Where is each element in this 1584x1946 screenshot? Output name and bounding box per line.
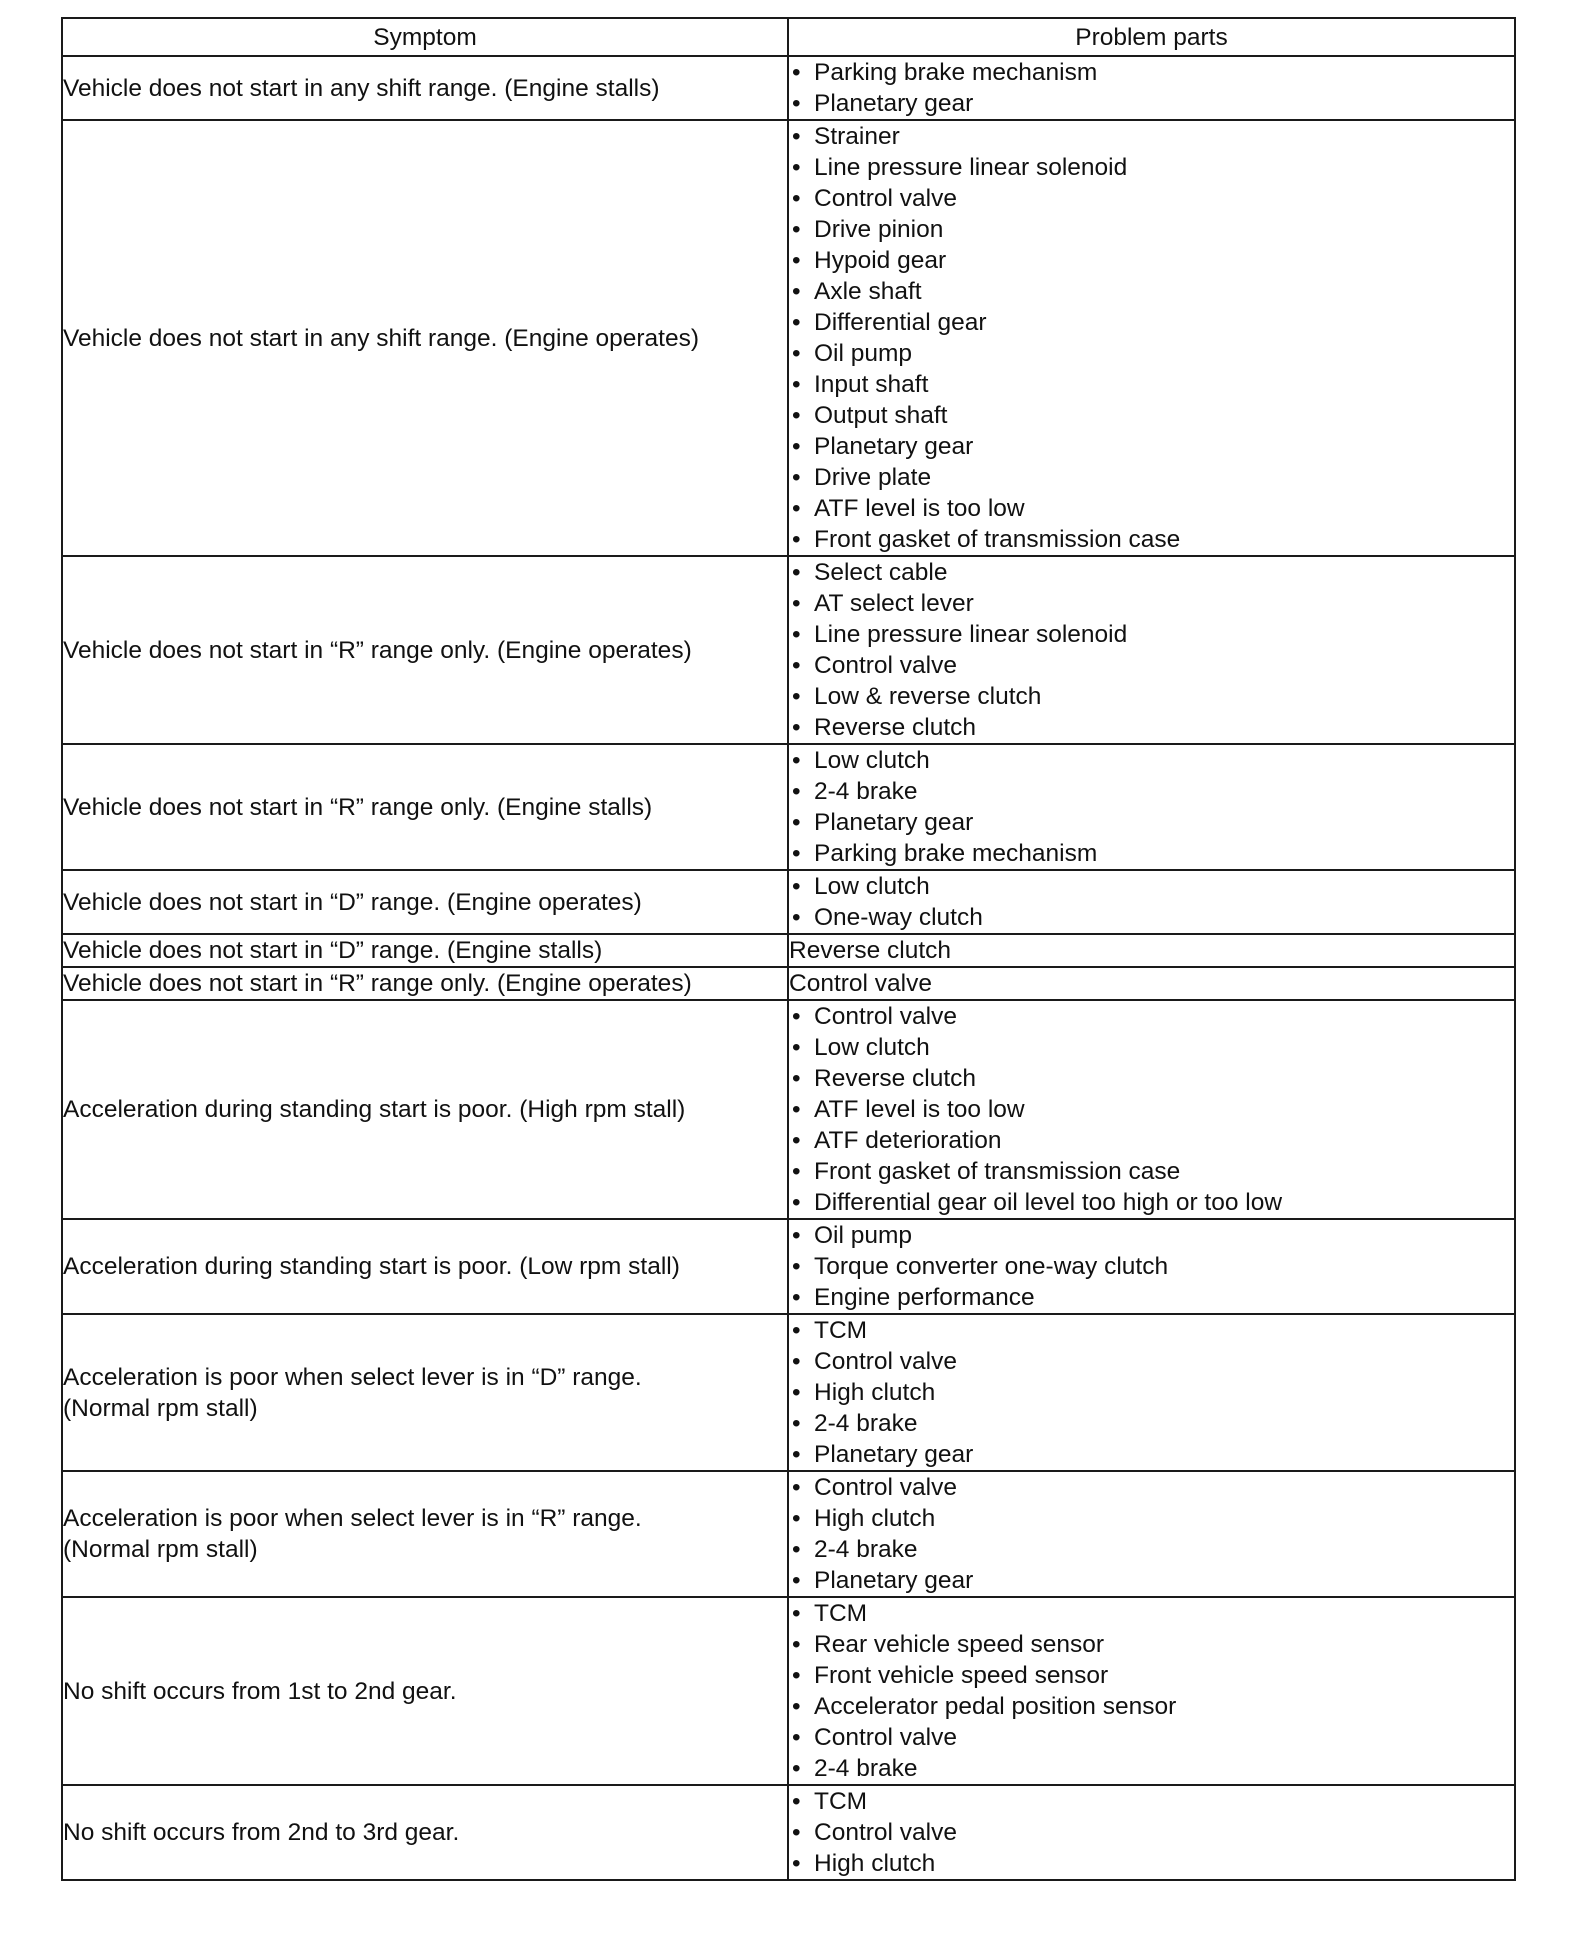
- list-item: [789, 1377, 1514, 1408]
- problem-parts-list: [789, 121, 1514, 555]
- problem-part-text: Axle shaft: [814, 278, 922, 305]
- problem-parts-cell: [788, 1000, 1515, 1219]
- list-item: [789, 1848, 1514, 1879]
- bullet-icon: •: [792, 1474, 801, 1501]
- problem-part-text: Control valve: [814, 1474, 957, 1501]
- problem-part-text: ATF level is too low: [814, 1096, 1025, 1123]
- list-item: [789, 307, 1514, 338]
- bullet-icon: •: [792, 559, 801, 586]
- table-row: [62, 967, 1515, 1000]
- bullet-icon: •: [792, 59, 801, 86]
- list-item: [789, 369, 1514, 400]
- problem-part-text: Low clutch: [814, 1034, 930, 1061]
- list-item: [789, 1001, 1514, 1032]
- bullet-icon: •: [792, 1065, 801, 1092]
- list-item: [789, 493, 1514, 524]
- list-item: [789, 1094, 1514, 1125]
- bullet-icon: •: [792, 402, 801, 429]
- bullet-icon: •: [792, 247, 801, 274]
- symptom-text: Acceleration is poor when select lever is in “R” range.: [63, 1505, 642, 1532]
- bullet-icon: •: [792, 185, 801, 212]
- problem-parts-list: [789, 1472, 1514, 1596]
- problem-part-text: Oil pump: [814, 1222, 913, 1249]
- problem-part-text: Planetary gear: [814, 1441, 974, 1468]
- problem-part-text: Control valve: [814, 652, 957, 679]
- bullet-icon: •: [792, 216, 801, 243]
- bullet-icon: •: [792, 1819, 801, 1846]
- symptom-cell: [62, 1471, 788, 1597]
- problem-part-text: Planetary gear: [814, 1567, 974, 1594]
- problem-parts-cell: [788, 1471, 1515, 1597]
- symptom-cell: [62, 934, 788, 967]
- symptom-cell: [62, 1219, 788, 1314]
- symptom-cell: [62, 1000, 788, 1219]
- table-row: [62, 56, 1515, 120]
- problem-part-text: Low clutch: [814, 873, 930, 900]
- problem-part-text: TCM: [814, 1600, 868, 1627]
- list-item: [789, 1439, 1514, 1470]
- list-item: [789, 681, 1514, 712]
- symptom-cell: [62, 744, 788, 870]
- bullet-icon: •: [792, 278, 801, 305]
- bullet-icon: •: [792, 340, 801, 367]
- problem-part-text: Planetary gear: [814, 809, 974, 836]
- symptom-text: Vehicle does not start in “D” range. (Engine stalls): [63, 937, 603, 964]
- problem-parts-cell: [788, 1219, 1515, 1314]
- bullet-icon: •: [792, 526, 801, 553]
- problem-part-text: Accelerator pedal position sensor: [814, 1693, 1177, 1720]
- list-item: [789, 1722, 1514, 1753]
- symptom-cell: [62, 870, 788, 934]
- symptom-text: Vehicle does not start in “R” range only. (Engine operates): [63, 970, 692, 997]
- list-item: [789, 276, 1514, 307]
- symptom-cell: [62, 1785, 788, 1880]
- list-item: [789, 1251, 1514, 1282]
- symptom-cell: [62, 56, 788, 120]
- problem-part-text: TCM: [814, 1788, 868, 1815]
- bullet-icon: •: [792, 873, 801, 900]
- problem-part-text: Reverse clutch: [789, 937, 952, 964]
- problem-part-text: Input shaft: [814, 371, 929, 398]
- symptom-text: Acceleration during standing start is poor. (High rpm stall): [63, 1096, 686, 1123]
- bullet-icon: •: [792, 495, 801, 522]
- symptom-text: Vehicle does not start in “D” range. (Engine operates): [63, 888, 642, 916]
- problem-part-text: ATF level is too low: [814, 495, 1025, 522]
- bullet-icon: •: [792, 840, 801, 867]
- table-row: [62, 934, 1515, 967]
- problem-parts-list: [789, 1786, 1514, 1879]
- bullet-icon: •: [792, 1189, 801, 1216]
- problem-parts-cell: [788, 967, 1515, 1000]
- bullet-icon: •: [792, 1850, 801, 1877]
- problem-part-text: 2-4 brake: [814, 1755, 918, 1782]
- problem-part-text: Reverse clutch: [814, 1065, 977, 1092]
- list-item: [789, 88, 1514, 119]
- symptom-text: Acceleration is poor when select lever is in “D” range.: [63, 1363, 642, 1391]
- problem-part-text: Parking brake mechanism: [814, 840, 1098, 867]
- bullet-icon: •: [792, 1284, 801, 1311]
- bullet-icon: •: [792, 1693, 801, 1720]
- list-item: [789, 1565, 1514, 1596]
- bullet-icon: •: [792, 652, 801, 679]
- list-item: [789, 1629, 1514, 1660]
- bullet-icon: •: [792, 1600, 801, 1627]
- list-item: [789, 1315, 1514, 1346]
- list-item: [789, 807, 1514, 838]
- list-item: [789, 183, 1514, 214]
- problem-parts-cell: [788, 556, 1515, 744]
- bullet-icon: •: [792, 1724, 801, 1751]
- bullet-icon: •: [792, 464, 801, 491]
- table-row: [62, 120, 1515, 556]
- problem-parts-cell: [788, 56, 1515, 120]
- bullet-icon: •: [792, 1755, 801, 1782]
- list-item: [789, 57, 1514, 88]
- table-row: [62, 744, 1515, 870]
- list-item: [789, 650, 1514, 681]
- problem-parts-list: [789, 1315, 1514, 1470]
- bullet-icon: •: [792, 123, 801, 150]
- problem-part-text: High clutch: [814, 1850, 936, 1877]
- problem-part-text: Low & reverse clutch: [814, 683, 1042, 710]
- problem-part-text: ATF deterioration: [814, 1127, 1002, 1154]
- symptom-text: Acceleration during standing start is poor. (Low rpm stall): [63, 1253, 680, 1280]
- bullet-icon: •: [792, 1536, 801, 1563]
- problem-part-text: Engine performance: [814, 1284, 1035, 1311]
- table-body: [62, 56, 1515, 1880]
- problem-parts-cell: [788, 1314, 1515, 1471]
- problem-part-text: Front vehicle speed sensor: [814, 1662, 1109, 1689]
- bullet-icon: •: [792, 747, 801, 774]
- symptom-text: Vehicle does not start in any shift range. (Engine stalls): [63, 74, 660, 102]
- problem-part-text: Planetary gear: [814, 90, 974, 117]
- problem-part-text: Low clutch: [814, 747, 930, 774]
- problem-parts-list: [789, 57, 1514, 119]
- bullet-icon: •: [792, 1505, 801, 1532]
- bullet-icon: •: [792, 1662, 801, 1689]
- problem-part-text: Control valve: [814, 185, 957, 212]
- list-item: [789, 1408, 1514, 1439]
- list-item: [789, 588, 1514, 619]
- bullet-icon: •: [792, 154, 801, 181]
- problem-part-text: Drive pinion: [814, 216, 944, 243]
- symptom-text: No shift occurs from 2nd to 3rd gear.: [63, 1819, 460, 1846]
- bullet-icon: •: [792, 621, 801, 648]
- bullet-icon: •: [792, 809, 801, 836]
- problem-part-text: Line pressure linear solenoid: [814, 621, 1128, 648]
- bullet-icon: •: [792, 1158, 801, 1185]
- problem-part-text: High clutch: [814, 1505, 936, 1532]
- list-item: [789, 338, 1514, 369]
- bullet-icon: •: [792, 683, 801, 710]
- bullet-icon: •: [792, 1003, 801, 1030]
- list-item: [789, 524, 1514, 555]
- bullet-icon: •: [792, 1317, 801, 1344]
- symptom-cell: [62, 1314, 788, 1471]
- bullet-icon: •: [792, 433, 801, 460]
- problem-part-text: Oil pump: [814, 340, 913, 367]
- list-item: [789, 1817, 1514, 1848]
- list-item: [789, 1598, 1514, 1629]
- symptom-text: Vehicle does not start in “R” range only. (Engine operates): [63, 636, 692, 664]
- problem-part-text: Output shaft: [814, 402, 948, 429]
- list-item: [789, 619, 1514, 650]
- problem-part-text: One-way clutch: [814, 904, 983, 931]
- list-item: [789, 1032, 1514, 1063]
- bullet-icon: •: [792, 1410, 801, 1437]
- table-row: [62, 1219, 1515, 1314]
- problem-parts-list: [789, 745, 1514, 869]
- bullet-icon: •: [792, 1348, 801, 1375]
- bullet-icon: •: [792, 590, 801, 617]
- problem-part-text: Differential gear oil level too high or too low: [814, 1189, 1283, 1216]
- bullet-icon: •: [792, 904, 801, 931]
- problem-part-text: Differential gear: [814, 309, 987, 336]
- symptom-cell: [62, 967, 788, 1000]
- list-item: [789, 1125, 1514, 1156]
- table-row: [62, 1471, 1515, 1597]
- bullet-icon: •: [792, 1631, 801, 1658]
- problem-parts-list: [789, 557, 1514, 743]
- list-item: [789, 1472, 1514, 1503]
- problem-part-text: Control valve: [814, 1724, 957, 1751]
- bullet-icon: •: [792, 714, 801, 741]
- symptom-text: (Normal rpm stall): [63, 1394, 258, 1422]
- problem-part-text: Planetary gear: [814, 433, 974, 460]
- table-row: [62, 556, 1515, 744]
- problem-part-text: Control valve: [814, 1348, 957, 1375]
- list-item: [789, 1282, 1514, 1313]
- symptom-cell: [62, 556, 788, 744]
- problem-parts-cell: [788, 870, 1515, 934]
- problem-parts-cell: [788, 1785, 1515, 1880]
- problem-parts-list: [789, 1220, 1514, 1313]
- list-item: [789, 902, 1514, 933]
- problem-part-text: Torque converter one-way clutch: [814, 1253, 1169, 1280]
- problem-parts-list: [789, 1598, 1514, 1784]
- header-row: [62, 18, 1515, 56]
- bullet-icon: •: [792, 778, 801, 805]
- symptom-text: (Normal rpm stall): [63, 1536, 258, 1563]
- table-row: [62, 1597, 1515, 1785]
- problem-part-text: Line pressure linear solenoid: [814, 154, 1128, 181]
- list-item: [789, 1346, 1514, 1377]
- problem-parts-cell: [788, 120, 1515, 556]
- bullet-icon: •: [792, 1096, 801, 1123]
- list-item: [789, 400, 1514, 431]
- list-item: [789, 431, 1514, 462]
- header-symptom: Symptom: [62, 18, 788, 56]
- symptom-table: [61, 17, 1516, 1881]
- problem-part-text: Drive plate: [814, 464, 932, 491]
- bullet-icon: •: [792, 1222, 801, 1249]
- problem-part-text: Strainer: [814, 123, 900, 150]
- bullet-icon: •: [792, 90, 801, 117]
- problem-part-text: Front gasket of transmission case: [814, 1158, 1181, 1185]
- header-problem-parts: Problem parts: [788, 18, 1515, 56]
- list-item: [789, 557, 1514, 588]
- problem-part-text: Reverse clutch: [814, 714, 977, 741]
- bullet-icon: •: [792, 1379, 801, 1406]
- bullet-icon: •: [792, 1441, 801, 1468]
- list-item: [789, 152, 1514, 183]
- problem-part-text: Select cable: [814, 559, 948, 586]
- problem-part-text: 2-4 brake: [814, 778, 918, 805]
- problem-part-text: Parking brake mechanism: [814, 59, 1098, 86]
- list-item: [789, 838, 1514, 869]
- list-item: [789, 1063, 1514, 1094]
- table-row: [62, 1000, 1515, 1219]
- problem-parts-list: [789, 871, 1514, 933]
- bullet-icon: •: [792, 1567, 801, 1594]
- problem-parts-cell: [788, 744, 1515, 870]
- list-item: [789, 745, 1514, 776]
- symptom-cell: [62, 120, 788, 556]
- list-item: [789, 871, 1514, 902]
- bullet-icon: •: [792, 309, 801, 336]
- problem-part-text: TCM: [814, 1317, 868, 1344]
- symptom-cell: [62, 1597, 788, 1785]
- list-item: [789, 712, 1514, 743]
- list-item: [789, 245, 1514, 276]
- problem-part-text: Control valve: [814, 1819, 957, 1846]
- list-item: [789, 1753, 1514, 1784]
- problem-part-text: Control valve: [814, 1003, 957, 1030]
- list-item: [789, 1534, 1514, 1565]
- list-item: [789, 1220, 1514, 1251]
- list-item: [789, 1786, 1514, 1817]
- problem-part-text: Front gasket of transmission case: [814, 526, 1181, 553]
- list-item: [789, 1691, 1514, 1722]
- table-row: [62, 1314, 1515, 1471]
- bullet-icon: •: [792, 1127, 801, 1154]
- problem-part-text: High clutch: [814, 1379, 936, 1406]
- table-row: [62, 870, 1515, 934]
- symptom-text: Vehicle does not start in any shift range. (Engine operates): [63, 324, 700, 352]
- problem-part-text: 2-4 brake: [814, 1410, 918, 1437]
- problem-parts-cell: [788, 934, 1515, 967]
- list-item: [789, 1187, 1514, 1218]
- list-item: [789, 1503, 1514, 1534]
- problem-part-text: Control valve: [789, 970, 932, 997]
- list-item: [789, 776, 1514, 807]
- bullet-icon: •: [792, 1034, 801, 1061]
- problem-part-text: Hypoid gear: [814, 247, 947, 274]
- symptom-text: Vehicle does not start in “R” range only. (Engine stalls): [63, 793, 653, 821]
- list-item: [789, 121, 1514, 152]
- table-row: [62, 1785, 1515, 1880]
- list-item: [789, 1156, 1514, 1187]
- problem-part-text: AT select lever: [814, 590, 974, 617]
- bullet-icon: •: [792, 1788, 801, 1815]
- problem-part-text: Rear vehicle speed sensor: [814, 1631, 1105, 1658]
- bullet-icon: •: [792, 1253, 801, 1280]
- symptom-text: No shift occurs from 1st to 2nd gear.: [63, 1677, 457, 1705]
- problem-parts-list: [789, 1001, 1514, 1218]
- bullet-icon: •: [792, 371, 801, 398]
- list-item: [789, 462, 1514, 493]
- list-item: [789, 1660, 1514, 1691]
- problem-parts-cell: [788, 1597, 1515, 1785]
- list-item: [789, 214, 1514, 245]
- problem-part-text: 2-4 brake: [814, 1536, 918, 1563]
